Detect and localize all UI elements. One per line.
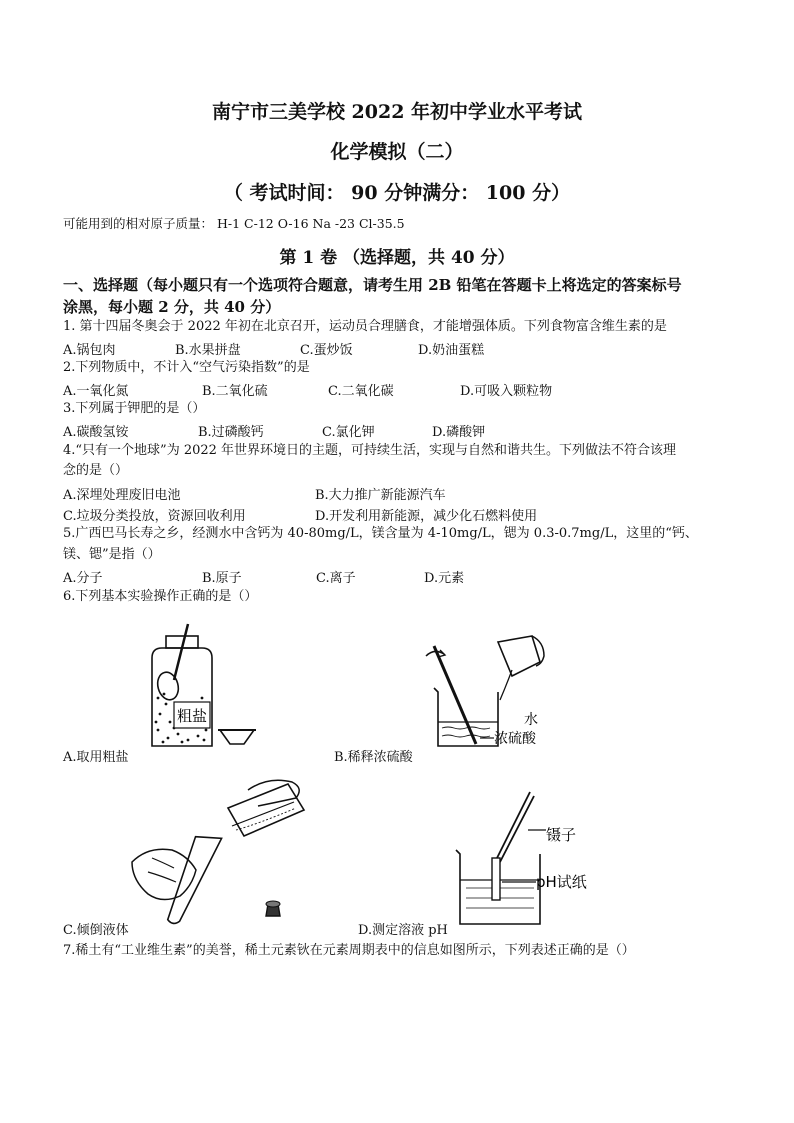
question-4-stem-1: 4.“只有一个地球”为 2022 年世界环境日的主题，可持续生活，实现与自然和谐共生。下列做法不符合该理 bbox=[63, 443, 677, 458]
q4-option-b: B.大力推广新能源汽车 bbox=[315, 488, 446, 503]
section-line-2: 涂黑，每小题 2 分，共 40 分） bbox=[63, 298, 281, 316]
atomic-mass-line: 可能用到的相对原子质量： H-1 C-12 O-16 Na -23 Cl-35.5 bbox=[63, 216, 405, 231]
q5-option-d: D.元素 bbox=[424, 571, 465, 586]
q3-option-c: C.氯化钾 bbox=[322, 425, 375, 440]
figure-d-caption: D.测定溶液 pH bbox=[358, 923, 448, 938]
time-info: （ 考试时间： 90 分钟满分： 100 分） bbox=[223, 182, 571, 204]
figure-c-caption: C.倾倒液体 bbox=[63, 923, 129, 938]
q5-option-c: C.离子 bbox=[316, 571, 356, 586]
tweezers-label: 镊子 bbox=[546, 826, 577, 844]
figure-b-dilute-acid bbox=[420, 626, 560, 752]
ph-paper-label: pH试纸 bbox=[536, 873, 587, 891]
q3-option-d: D.磷酸钾 bbox=[432, 425, 486, 440]
question-7-stem: 7.稀土有“工业维生素”的美誉，稀土元素钬在元素周期表中的信息如图所示，下列表述正确的是（） bbox=[63, 943, 635, 958]
question-4-stem-2: 念的是（） bbox=[63, 463, 129, 478]
section-line-1: 一、选择题（每小题只有一个选项符合题意，请考生用 2B 铅笔在答题卡上将选定的答案标号 bbox=[63, 276, 682, 294]
q3-option-b: B.过磷酸钙 bbox=[198, 425, 264, 440]
figure-d-measure-ph bbox=[446, 784, 606, 928]
question-1-stem: 1. 第十四届冬奥会于 2022 年初在北京召开，运动员合理膳食，才能增强体质。下列食物富含维生素的是 bbox=[63, 319, 667, 334]
figure-c-pour-liquid bbox=[128, 776, 323, 928]
q5-option-a: A.分子 bbox=[63, 571, 103, 586]
q5-option-b: B.原子 bbox=[202, 571, 242, 586]
q4-option-c: C.垃圾分类投放，资源回收利用 bbox=[63, 509, 246, 524]
question-5-stem-2: 镁、锶”是指（） bbox=[63, 547, 161, 562]
q1-option-c: C.蛋炒饭 bbox=[300, 343, 353, 358]
volume-title: 第 1 卷 （选择题，共 40 分） bbox=[279, 248, 515, 268]
q2-option-c: C.二氧化碳 bbox=[328, 384, 394, 399]
question-6-stem: 6.下列基本实验操作正确的是（） bbox=[63, 589, 258, 604]
section-instruction bbox=[63, 274, 743, 318]
question-5-stem-1: 5.广西巴马长寿之乡，经测水中含钙为 40-80mg/L，镁含量为 4-10mg/L，锶为 0.3-0.7mg/L，这里的“钙、 bbox=[63, 526, 698, 541]
q2-option-d: D.可吸入颗粒物 bbox=[460, 384, 553, 399]
question-3-stem: 3.下列属于钾肥的是（） bbox=[63, 401, 206, 416]
q2-option-a: A.一氧化氮 bbox=[63, 384, 129, 399]
q4-option-d: D.开发利用新能源，减少化石燃料使用 bbox=[315, 509, 538, 524]
figure-a-caption: A.取用粗盐 bbox=[63, 750, 129, 765]
q2-option-b: B.二氧化硫 bbox=[202, 384, 268, 399]
figure-a-take-salt bbox=[138, 618, 263, 753]
figure-b-caption: B.稀释浓硫酸 bbox=[334, 750, 413, 765]
salt-label: 粗盐 bbox=[176, 707, 208, 725]
q1-option-a: A.锅包肉 bbox=[63, 343, 116, 358]
subject-title: 化学模拟（二） bbox=[330, 141, 464, 163]
q1-option-d: D.奶油蛋糕 bbox=[418, 343, 485, 358]
q1-option-b: B.水果拼盘 bbox=[175, 343, 241, 358]
acid-label: 浓硫酸 bbox=[494, 731, 536, 747]
question-2-stem: 2.下列物质中，不计入“空气污染指数”的是 bbox=[63, 360, 310, 375]
q3-option-a: A.碳酸氢铵 bbox=[63, 425, 129, 440]
water-label: 水 bbox=[524, 712, 538, 728]
q4-option-a: A.深埋处理废旧电池 bbox=[63, 488, 181, 503]
school-title: 南宁市三美学校 2022 年初中学业水平考试 bbox=[211, 101, 583, 123]
